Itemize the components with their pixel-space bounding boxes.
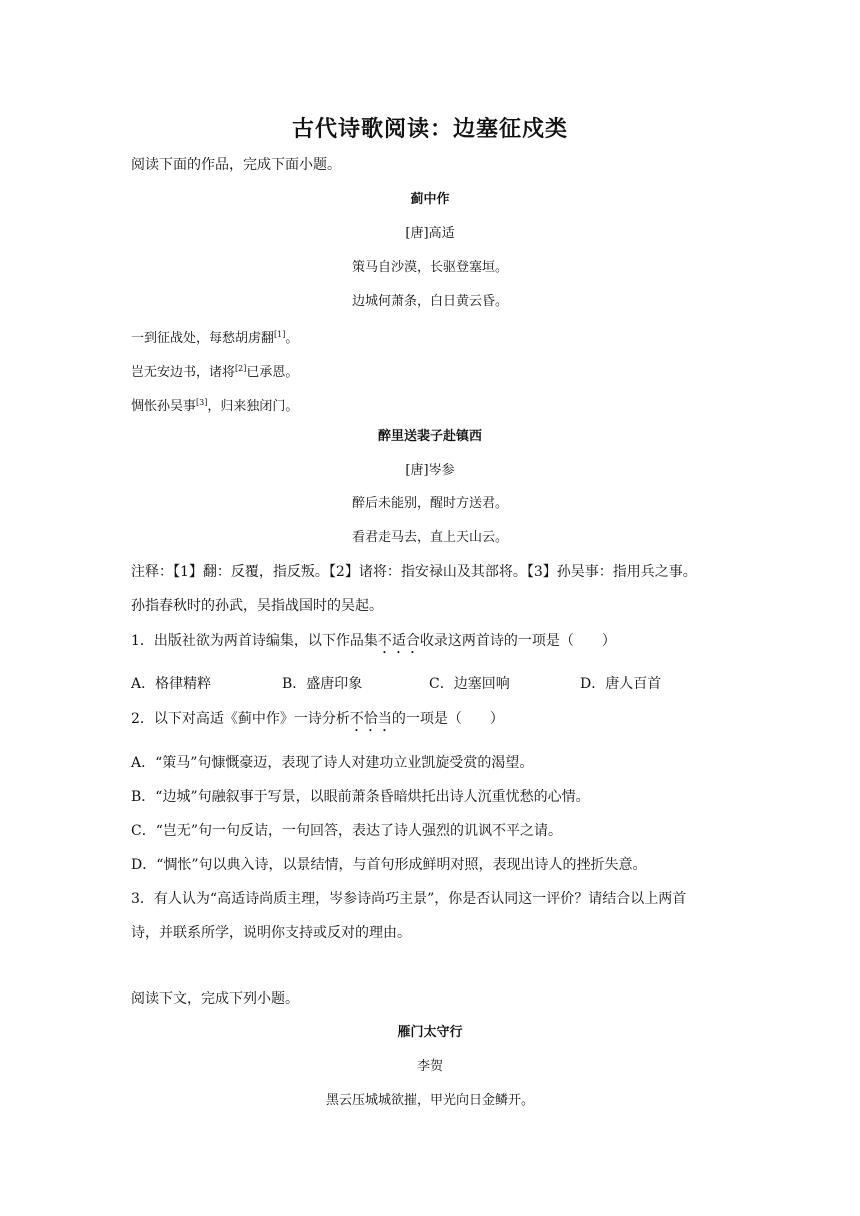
poem1-line3-end: 。 <box>285 331 299 346</box>
poem3-author: 李贺 <box>416 1059 443 1074</box>
q2-emphasis: 不恰当 <box>349 711 392 727</box>
q2-option-b: B．“边城”句融叙事于写景，以眼前萧条昏暗烘托出诗人沉重忧愁的心情。 <box>131 789 590 805</box>
poem2-title: 醉里送裴子赴镇西 <box>377 429 482 444</box>
q2-option-a: A．“策马”句慷慨豪迈，表现了诗人对建功立业凯旋受赏的渴望。 <box>131 755 534 771</box>
footnote-marker: [1] <box>274 330 286 339</box>
poem1-author: [唐]高适 <box>405 226 455 241</box>
poem1-title: 蓟中作 <box>410 192 450 207</box>
poem2-line: 看君走马去，直上天山云。 <box>351 530 508 545</box>
question-3-line: 3．有人认为“高适诗尚质主理，岑参诗尚巧主景”，你是否认同这一评价？请结合以上两首 <box>131 891 687 907</box>
q1-option-d: D．唐人百首 <box>580 676 662 692</box>
poem1-line4 <box>131 359 298 383</box>
poem3-title: 雁门太守行 <box>397 1025 463 1040</box>
q1-option-a: A．格律精粹 <box>131 676 212 692</box>
q2-stem-a: 2．以下对高适《蓟中作》一诗分析 <box>131 711 350 727</box>
q1-option-c: C．边塞回响 <box>429 676 510 692</box>
notes-line: 孙指春秋时的孙武，吴指战国时的吴起。 <box>131 598 383 614</box>
q2-option-c: C．“岂无”句一句反诘，一句回答，表达了诗人强烈的讥讽不平之请。 <box>131 823 563 839</box>
poem2-line: 醉后未能别，醒时方送君。 <box>351 496 508 511</box>
q1-stem-b: 收录这两首诗的一项是（ ） <box>419 633 616 649</box>
question-3-line: 诗，并联系所学，说明你支持或反对的理由。 <box>131 925 411 941</box>
poem1-line5-text: 惆怅孙吴事 <box>131 399 197 414</box>
section1-intro: 阅读下面的作品，完成下面小题。 <box>131 157 341 173</box>
poem1-line4-end: 已承恩。 <box>246 365 299 380</box>
poem1-line: 策马自沙漠，长驱登塞垣。 <box>351 260 508 275</box>
question-1-stem <box>131 631 616 657</box>
q2-option-d: D．“惆怅”句以典入诗，以景结情，与首句形成鲜明对照，表现出诗人的挫折失意。 <box>131 857 647 873</box>
poem1-line3-text: 一到征战处，每愁胡虏翻 <box>131 331 275 346</box>
poem1-line5 <box>131 393 298 417</box>
footnote-marker: [3] <box>196 398 208 407</box>
q1-stem-a: 1．出版社欲为两首诗编集，以下作品集 <box>131 633 378 649</box>
q2-stem-b: 的一项是（ ） <box>391 711 504 727</box>
poem1-line3 <box>131 325 298 349</box>
question-1-options <box>131 674 661 694</box>
poem1-line: 边城何萧条，白日黄云昏。 <box>351 294 508 309</box>
q1-emphasis: 不适合 <box>377 633 420 649</box>
notes-line: 注释：【1】翻：反覆，指反叛。【2】诸将：指安禄山及其部将。【3】孙吴事：指用兵之事。 <box>131 564 697 580</box>
poem1-line4-text: 岂无安边书，诸将 <box>131 365 236 380</box>
footnote-marker: [2] <box>235 364 247 373</box>
q1-option-b: B．盛唐印象 <box>282 676 363 692</box>
poem3-line: 黑云压城城欲摧，甲光向日金鳞开。 <box>325 1093 534 1108</box>
poem1-line5-end: ，归来独闭门。 <box>207 399 299 414</box>
question-2-stem <box>131 709 504 735</box>
section2-intro: 阅读下文，完成下列小题。 <box>131 991 299 1007</box>
page-title: 古代诗歌阅读：边塞征戍类 <box>291 116 568 142</box>
poem2-author: [唐]岑参 <box>405 463 455 478</box>
